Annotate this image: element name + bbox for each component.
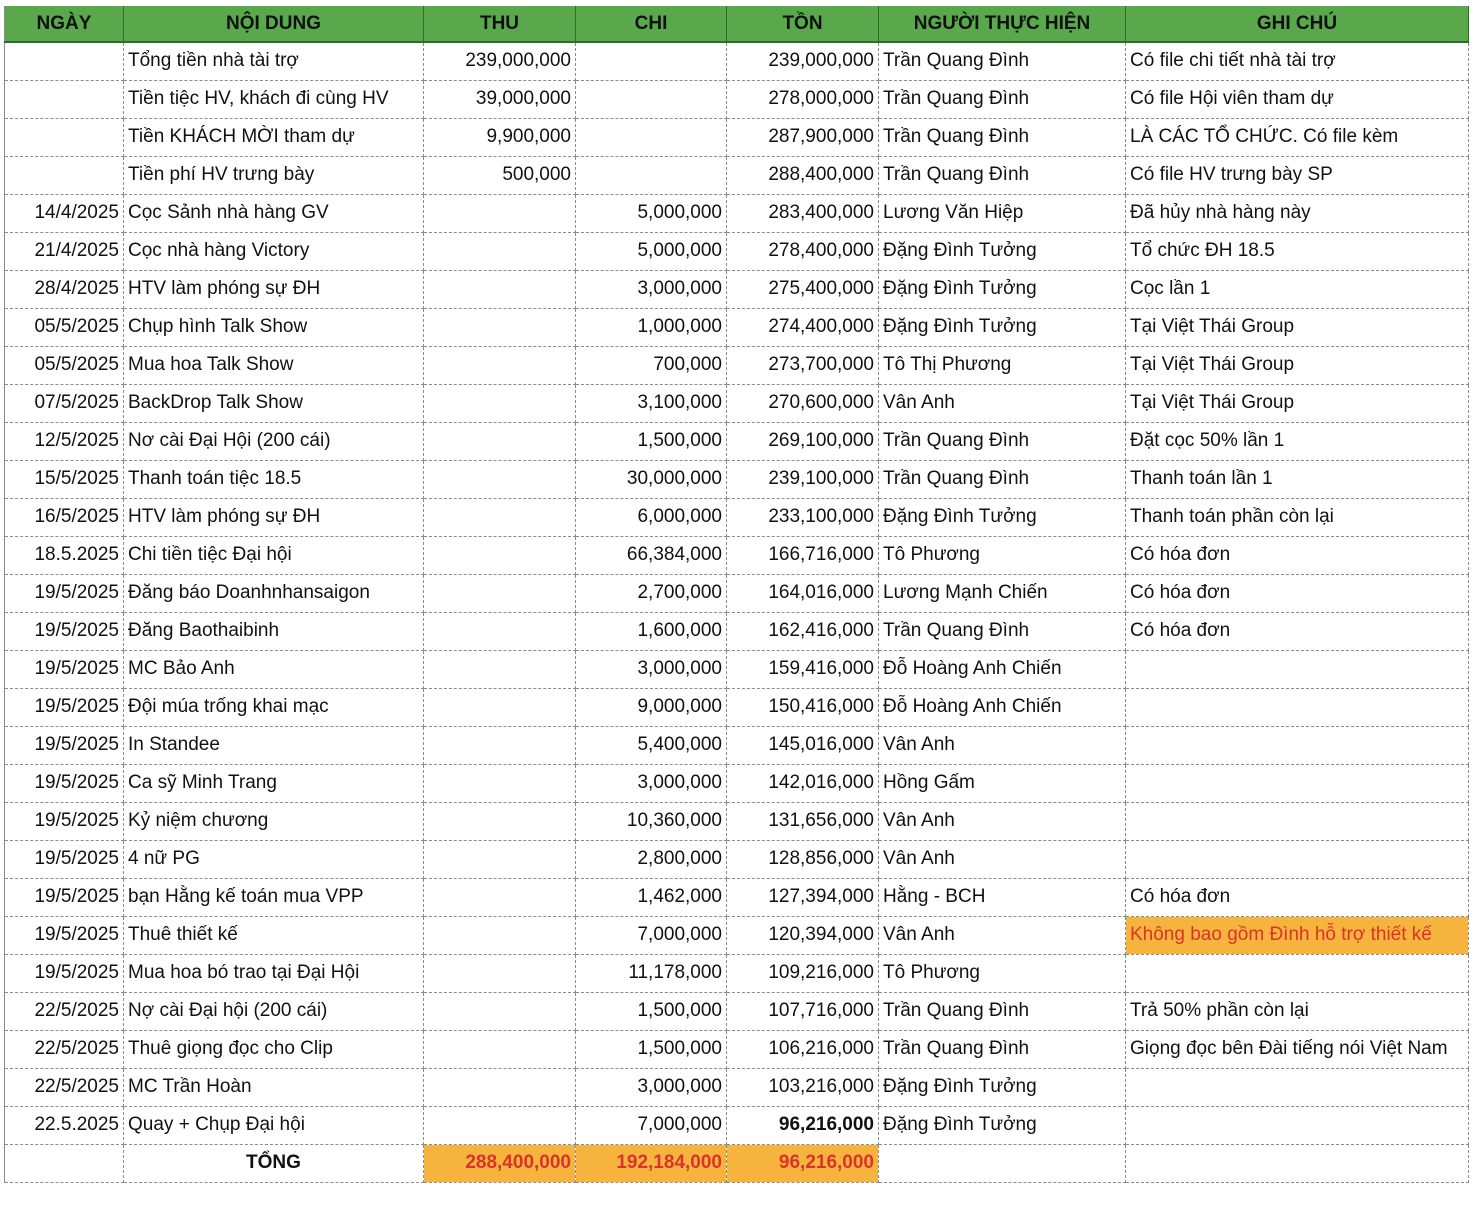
table-row	[5, 232, 1469, 270]
date-cell[interactable]: 19/5/2025	[5, 688, 124, 726]
ton-cell[interactable]: 233,100,000	[727, 498, 879, 536]
note-cell[interactable]	[1126, 1068, 1469, 1106]
content-cell[interactable]: Tiền KHÁCH MỜI tham dự	[124, 118, 424, 156]
content-cell[interactable]: Thuê giọng đọc cho Clip	[124, 1030, 424, 1068]
chi-cell[interactable]	[576, 156, 727, 194]
table-row	[5, 156, 1469, 194]
header-content[interactable]: NỘI DUNG	[124, 6, 424, 42]
content-cell[interactable]: MC Trần Hoàn	[124, 1068, 424, 1106]
thu-cell[interactable]	[424, 270, 576, 308]
chi-cell[interactable]: 1,500,000	[576, 1030, 727, 1068]
person-cell[interactable]: Vân Anh	[879, 840, 1126, 878]
ton-cell[interactable]: 287,900,000	[727, 118, 879, 156]
ton-cell[interactable]: 166,716,000	[727, 536, 879, 574]
person-cell[interactable]: Trần Quang Đình	[879, 992, 1126, 1030]
date-cell[interactable]: 14/4/2025	[5, 194, 124, 232]
thu-cell[interactable]	[424, 878, 576, 916]
table-row	[5, 118, 1469, 156]
note-cell[interactable]	[1126, 764, 1469, 802]
thu-cell[interactable]	[424, 574, 576, 612]
header-row	[5, 6, 1469, 42]
date-cell[interactable]: 19/5/2025	[5, 878, 124, 916]
table-row	[5, 688, 1469, 726]
person-cell[interactable]: Đỗ Hoàng Anh Chiến	[879, 650, 1126, 688]
header-date[interactable]: NGÀY	[5, 6, 124, 42]
table-row	[5, 726, 1469, 764]
table-row	[5, 764, 1469, 802]
person-cell[interactable]: Trần Quang Đình	[879, 80, 1126, 118]
date-cell[interactable]: 21/4/2025	[5, 232, 124, 270]
ton-cell[interactable]: 270,600,000	[727, 384, 879, 422]
thu-cell[interactable]	[424, 802, 576, 840]
person-cell[interactable]: Tô Phương	[879, 954, 1126, 992]
chi-cell[interactable]: 1,000,000	[576, 308, 727, 346]
date-cell[interactable]: 19/5/2025	[5, 916, 124, 954]
header-chi[interactable]: CHI	[576, 6, 727, 42]
content-cell[interactable]: Ca sỹ Minh Trang	[124, 764, 424, 802]
date-cell[interactable]	[5, 80, 124, 118]
table-row	[5, 308, 1469, 346]
table-row	[5, 878, 1469, 916]
total-person-cell[interactable]	[879, 1144, 1126, 1182]
header-note[interactable]: GHI CHÚ	[1126, 6, 1469, 42]
header-person[interactable]: NGƯỜI THỰC HIỆN	[879, 6, 1126, 42]
note-cell[interactable]: Có file HV trưng bày SP	[1126, 156, 1469, 194]
person-cell[interactable]: Trần Quang Đình	[879, 612, 1126, 650]
person-cell[interactable]: Đặng Đình Tưởng	[879, 498, 1126, 536]
chi-cell[interactable]: 3,000,000	[576, 1068, 727, 1106]
thu-cell[interactable]: 239,000,000	[424, 42, 576, 80]
table-row	[5, 650, 1469, 688]
chi-cell[interactable]: 7,000,000	[576, 916, 727, 954]
ton-cell[interactable]: 142,016,000	[727, 764, 879, 802]
note-cell[interactable]: Trả 50% phần còn lại	[1126, 992, 1469, 1030]
note-cell[interactable]	[1126, 954, 1469, 992]
content-cell[interactable]: HTV làm phóng sự ĐH	[124, 270, 424, 308]
content-cell[interactable]: Thuê thiết kế	[124, 916, 424, 954]
table-body	[5, 42, 1469, 1144]
ton-cell[interactable]: 269,100,000	[727, 422, 879, 460]
person-cell[interactable]: Trần Quang Đình	[879, 460, 1126, 498]
person-cell[interactable]: Đỗ Hoàng Anh Chiến	[879, 688, 1126, 726]
thu-cell[interactable]: 39,000,000	[424, 80, 576, 118]
person-cell[interactable]: Đặng Đình Tưởng	[879, 270, 1126, 308]
chi-cell[interactable]: 5,000,000	[576, 194, 727, 232]
person-cell[interactable]: Lương Mạnh Chiến	[879, 574, 1126, 612]
date-cell[interactable]: 05/5/2025	[5, 346, 124, 384]
content-cell[interactable]: HTV làm phóng sự ĐH	[124, 498, 424, 536]
content-cell[interactable]: 4 nữ PG	[124, 840, 424, 878]
ton-cell[interactable]: 278,000,000	[727, 80, 879, 118]
person-cell[interactable]: Hồng Gấm	[879, 764, 1126, 802]
content-cell[interactable]: bạn Hằng kế toán mua VPP	[124, 878, 424, 916]
person-cell[interactable]: Trần Quang Đình	[879, 42, 1126, 80]
note-cell[interactable]: LÀ CÁC TỔ CHỨC. Có file kèm	[1126, 118, 1469, 156]
table-row	[5, 1030, 1469, 1068]
spreadsheet-table	[4, 6, 1469, 1183]
total-date-cell[interactable]	[5, 1144, 124, 1182]
chi-cell[interactable]: 30,000,000	[576, 460, 727, 498]
ton-cell[interactable]: 274,400,000	[727, 308, 879, 346]
date-cell[interactable]	[5, 118, 124, 156]
person-cell[interactable]: Đặng Đình Tưởng	[879, 1068, 1126, 1106]
person-cell[interactable]: Tô Thị Phương	[879, 346, 1126, 384]
ton-cell[interactable]: 150,416,000	[727, 688, 879, 726]
chi-cell[interactable]	[576, 80, 727, 118]
total-thu[interactable]: 288,400,000	[424, 1144, 576, 1182]
note-cell[interactable]: Có file chi tiết nhà tài trợ	[1126, 42, 1469, 80]
date-cell[interactable]: 22.5.2025	[5, 1106, 124, 1144]
ton-cell[interactable]: 288,400,000	[727, 156, 879, 194]
ton-cell[interactable]: 120,394,000	[727, 916, 879, 954]
table-row	[5, 992, 1469, 1030]
table-row	[5, 384, 1469, 422]
table-row	[5, 1068, 1469, 1106]
chi-cell[interactable]	[576, 42, 727, 80]
thu-cell[interactable]	[424, 194, 576, 232]
content-cell[interactable]: Đội múa trống khai mạc	[124, 688, 424, 726]
note-cell[interactable]	[1126, 726, 1469, 764]
note-cell[interactable]: Có hóa đơn	[1126, 612, 1469, 650]
ton-cell[interactable]: 275,400,000	[727, 270, 879, 308]
note-cell[interactable]	[1126, 1106, 1469, 1144]
ton-cell[interactable]: 273,700,000	[727, 346, 879, 384]
content-cell[interactable]: Kỷ niệm chương	[124, 802, 424, 840]
thu-cell[interactable]: 500,000	[424, 156, 576, 194]
note-cell[interactable]	[1126, 650, 1469, 688]
table-row	[5, 1106, 1469, 1144]
chi-cell[interactable]: 11,178,000	[576, 954, 727, 992]
note-cell[interactable]: Tại Việt Thái Group	[1126, 384, 1469, 422]
table-row	[5, 194, 1469, 232]
total-label[interactable]: TỔNG	[124, 1144, 424, 1182]
thu-cell[interactable]	[424, 384, 576, 422]
date-cell[interactable]: 19/5/2025	[5, 726, 124, 764]
chi-cell[interactable]: 5,400,000	[576, 726, 727, 764]
thu-cell[interactable]	[424, 916, 576, 954]
table-row	[5, 954, 1469, 992]
table-row	[5, 574, 1469, 612]
note-cell[interactable]: Đã hủy nhà hàng này	[1126, 194, 1469, 232]
thu-cell[interactable]	[424, 688, 576, 726]
date-cell[interactable]: 19/5/2025	[5, 574, 124, 612]
person-cell[interactable]: Vân Anh	[879, 916, 1126, 954]
table-row	[5, 346, 1469, 384]
date-cell[interactable]: 19/5/2025	[5, 802, 124, 840]
content-cell[interactable]: Chi tiền tiệc Đại hội	[124, 536, 424, 574]
content-cell[interactable]: Đăng báo Doanhnhansaigon	[124, 574, 424, 612]
content-cell[interactable]: Tổng tiền nhà tài trợ	[124, 42, 424, 80]
content-cell[interactable]: Mua hoa bó trao tại Đại Hội	[124, 954, 424, 992]
note-cell[interactable]: Có hóa đơn	[1126, 536, 1469, 574]
thu-cell[interactable]	[424, 536, 576, 574]
ton-cell[interactable]: 159,416,000	[727, 650, 879, 688]
date-cell[interactable]: 28/4/2025	[5, 270, 124, 308]
note-cell[interactable]: Tổ chức ĐH 18.5	[1126, 232, 1469, 270]
ton-cell[interactable]: 283,400,000	[727, 194, 879, 232]
table-row	[5, 536, 1469, 574]
thu-cell[interactable]	[424, 1030, 576, 1068]
content-cell[interactable]: Quay + Chụp Đại hội	[124, 1106, 424, 1144]
note-cell[interactable]: Có hóa đơn	[1126, 574, 1469, 612]
total-row	[5, 1144, 1469, 1182]
date-cell[interactable]: 19/5/2025	[5, 650, 124, 688]
thu-cell[interactable]	[424, 726, 576, 764]
thu-cell[interactable]: 9,900,000	[424, 118, 576, 156]
thu-cell[interactable]	[424, 650, 576, 688]
thu-cell[interactable]	[424, 612, 576, 650]
note-cell[interactable]: Có hóa đơn	[1126, 878, 1469, 916]
content-cell[interactable]: Nơ cài Đại Hội (200 cái)	[124, 422, 424, 460]
table-row	[5, 916, 1469, 954]
note-cell[interactable]: Không bao gồm Đình hỗ trợ thiết kế	[1126, 916, 1469, 954]
note-cell[interactable]: Giọng đọc bên Đài tiếng nói Việt Nam	[1126, 1030, 1469, 1068]
content-cell[interactable]: Đăng Baothaibinh	[124, 612, 424, 650]
chi-cell[interactable]: 3,000,000	[576, 650, 727, 688]
content-cell[interactable]: In Standee	[124, 726, 424, 764]
date-cell[interactable]: 16/5/2025	[5, 498, 124, 536]
thu-cell[interactable]	[424, 1068, 576, 1106]
note-cell[interactable]: Cọc lần 1	[1126, 270, 1469, 308]
chi-cell[interactable]: 1,500,000	[576, 422, 727, 460]
person-cell[interactable]: Vân Anh	[879, 802, 1126, 840]
ton-cell[interactable]: 96,216,000	[727, 1106, 879, 1144]
chi-cell[interactable]: 700,000	[576, 346, 727, 384]
chi-cell[interactable]: 3,000,000	[576, 270, 727, 308]
table-row	[5, 270, 1469, 308]
note-cell[interactable]: Tại Việt Thái Group	[1126, 308, 1469, 346]
date-cell[interactable]: 07/5/2025	[5, 384, 124, 422]
note-cell[interactable]	[1126, 840, 1469, 878]
chi-cell[interactable]: 9,000,000	[576, 688, 727, 726]
chi-cell[interactable]: 1,600,000	[576, 612, 727, 650]
content-cell[interactable]: Cọc nhà hàng Victory	[124, 232, 424, 270]
chi-cell[interactable]: 3,000,000	[576, 764, 727, 802]
thu-cell[interactable]	[424, 840, 576, 878]
table-row	[5, 80, 1469, 118]
person-cell[interactable]: Đặng Đình Tưởng	[879, 1106, 1126, 1144]
person-cell[interactable]: Vân Anh	[879, 726, 1126, 764]
thu-cell[interactable]	[424, 764, 576, 802]
chi-cell[interactable]	[576, 118, 727, 156]
thu-cell[interactable]	[424, 954, 576, 992]
date-cell[interactable]: 19/5/2025	[5, 954, 124, 992]
date-cell[interactable]: 18.5.2025	[5, 536, 124, 574]
thu-cell[interactable]	[424, 1106, 576, 1144]
content-cell[interactable]: Thanh toán tiệc 18.5	[124, 460, 424, 498]
note-cell[interactable]: Tại Việt Thái Group	[1126, 346, 1469, 384]
content-cell[interactable]: Nợ cài Đại hội (200 cái)	[124, 992, 424, 1030]
chi-cell[interactable]: 66,384,000	[576, 536, 727, 574]
date-cell[interactable]: 19/5/2025	[5, 840, 124, 878]
date-cell[interactable]: 15/5/2025	[5, 460, 124, 498]
person-cell[interactable]: Trần Quang Đình	[879, 422, 1126, 460]
chi-cell[interactable]: 2,700,000	[576, 574, 727, 612]
thu-cell[interactable]	[424, 992, 576, 1030]
table-row	[5, 422, 1469, 460]
ton-cell[interactable]: 109,216,000	[727, 954, 879, 992]
thu-cell[interactable]	[424, 346, 576, 384]
ton-cell[interactable]: 106,216,000	[727, 1030, 879, 1068]
chi-cell[interactable]: 6,000,000	[576, 498, 727, 536]
date-cell[interactable]: 19/5/2025	[5, 764, 124, 802]
ton-cell[interactable]: 164,016,000	[727, 574, 879, 612]
person-cell[interactable]: Vân Anh	[879, 384, 1126, 422]
note-cell[interactable]: Thanh toán lần 1	[1126, 460, 1469, 498]
total-ton[interactable]: 96,216,000	[727, 1144, 879, 1182]
person-cell[interactable]: Đặng Đình Tưởng	[879, 308, 1126, 346]
person-cell[interactable]: Trần Quang Đình	[879, 1030, 1126, 1068]
ton-cell[interactable]: 127,394,000	[727, 878, 879, 916]
table-row	[5, 802, 1469, 840]
person-cell[interactable]: Trần Quang Đình	[879, 118, 1126, 156]
ton-cell[interactable]: 239,100,000	[727, 460, 879, 498]
date-cell[interactable]	[5, 42, 124, 80]
ton-cell[interactable]: 278,400,000	[727, 232, 879, 270]
ton-cell[interactable]: 103,216,000	[727, 1068, 879, 1106]
thu-cell[interactable]	[424, 460, 576, 498]
ton-cell[interactable]: 162,416,000	[727, 612, 879, 650]
chi-cell[interactable]: 7,000,000	[576, 1106, 727, 1144]
note-cell[interactable]: Đặt cọc 50% lần 1	[1126, 422, 1469, 460]
person-cell[interactable]: Trần Quang Đình	[879, 156, 1126, 194]
thu-cell[interactable]	[424, 232, 576, 270]
person-cell[interactable]: Hằng - BCH	[879, 878, 1126, 916]
note-cell[interactable]: Có file Hội viên tham dự	[1126, 80, 1469, 118]
chi-cell[interactable]: 5,000,000	[576, 232, 727, 270]
date-cell[interactable]: 05/5/2025	[5, 308, 124, 346]
content-cell[interactable]: Tiền tiệc HV, khách đi cùng HV	[124, 80, 424, 118]
date-cell[interactable]: 12/5/2025	[5, 422, 124, 460]
table-row	[5, 840, 1469, 878]
note-cell[interactable]	[1126, 802, 1469, 840]
note-cell[interactable]	[1126, 688, 1469, 726]
content-cell[interactable]: Cọc Sảnh nhà hàng GV	[124, 194, 424, 232]
date-cell[interactable]	[5, 156, 124, 194]
chi-cell[interactable]: 1,500,000	[576, 992, 727, 1030]
content-cell[interactable]: Chụp hình Talk Show	[124, 308, 424, 346]
ton-cell[interactable]: 131,656,000	[727, 802, 879, 840]
thu-cell[interactable]	[424, 422, 576, 460]
chi-cell[interactable]: 10,360,000	[576, 802, 727, 840]
total-chi[interactable]: 192,184,000	[576, 1144, 727, 1182]
content-cell[interactable]: MC Bảo Anh	[124, 650, 424, 688]
chi-cell[interactable]: 1,462,000	[576, 878, 727, 916]
date-cell[interactable]: 22/5/2025	[5, 992, 124, 1030]
date-cell[interactable]: 22/5/2025	[5, 1068, 124, 1106]
header-ton[interactable]: TỒN	[727, 6, 879, 42]
table-row	[5, 498, 1469, 536]
content-cell[interactable]: Mua hoa Talk Show	[124, 346, 424, 384]
person-cell[interactable]: Lương Văn Hiệp	[879, 194, 1126, 232]
thu-cell[interactable]	[424, 308, 576, 346]
ton-cell[interactable]: 239,000,000	[727, 42, 879, 80]
content-cell[interactable]: Tiền phí HV trưng bày	[124, 156, 424, 194]
table-row	[5, 612, 1469, 650]
chi-cell[interactable]: 3,100,000	[576, 384, 727, 422]
person-cell[interactable]: Tô Phương	[879, 536, 1126, 574]
note-cell[interactable]: Thanh toán phần còn lại	[1126, 498, 1469, 536]
total-note-cell[interactable]	[1126, 1144, 1469, 1182]
ton-cell[interactable]: 107,716,000	[727, 992, 879, 1030]
person-cell[interactable]: Đặng Đình Tưởng	[879, 232, 1126, 270]
ton-cell[interactable]: 145,016,000	[727, 726, 879, 764]
date-cell[interactable]: 22/5/2025	[5, 1030, 124, 1068]
content-cell[interactable]: BackDrop Talk Show	[124, 384, 424, 422]
header-thu[interactable]: THU	[424, 6, 576, 42]
thu-cell[interactable]	[424, 498, 576, 536]
chi-cell[interactable]: 2,800,000	[576, 840, 727, 878]
table-row	[5, 460, 1469, 498]
table-row	[5, 42, 1469, 80]
ton-cell[interactable]: 128,856,000	[727, 840, 879, 878]
date-cell[interactable]: 19/5/2025	[5, 612, 124, 650]
